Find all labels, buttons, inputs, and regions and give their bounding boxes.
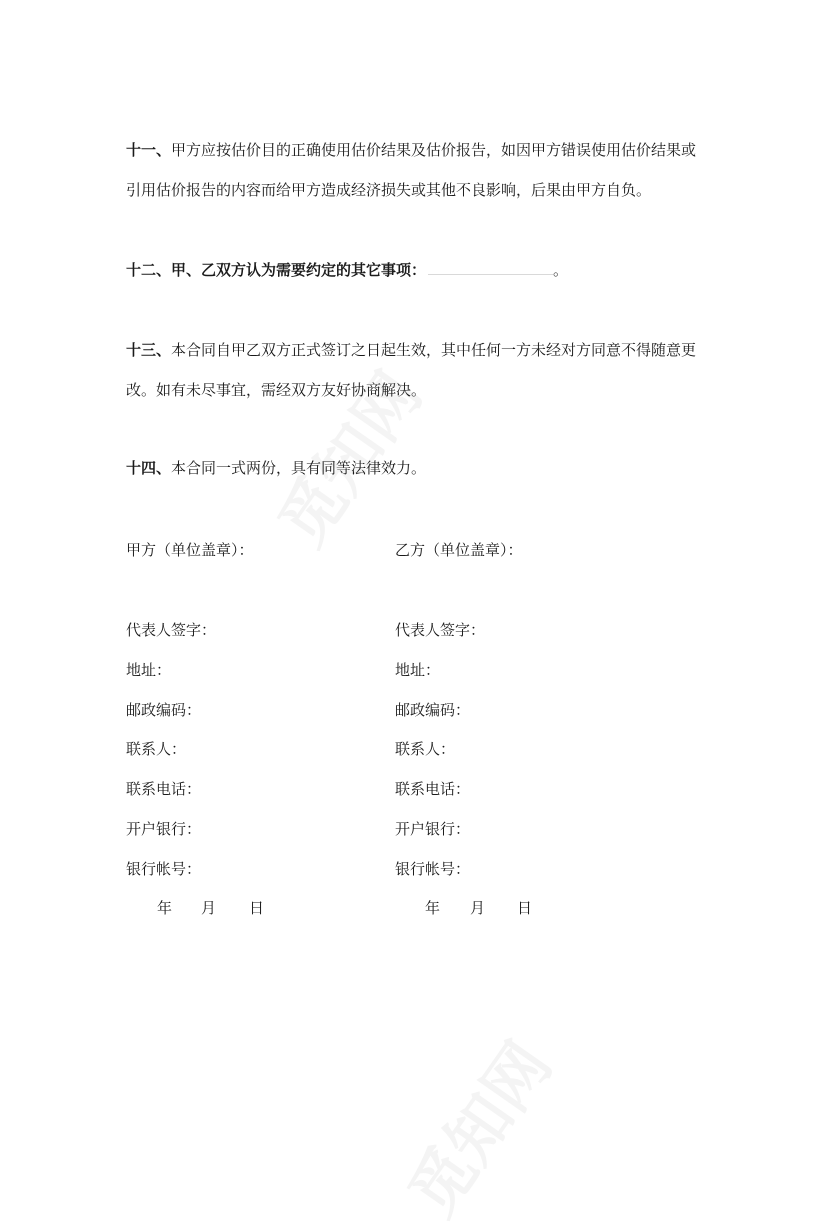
watermark <box>383 1021 568 1231</box>
party-a-postcode: 邮政编码： <box>126 701 202 719</box>
clause-text: 本合同一式两份，具有同等法律效力。 <box>171 459 427 477</box>
party-b-representative: 代表人签字： <box>395 621 486 639</box>
party-a-title: 甲方（单位盖章）： <box>126 541 254 559</box>
party-a-address: 地址： <box>126 661 172 679</box>
clause-14 <box>126 448 726 488</box>
party-b-bank: 开户银行： <box>395 820 471 838</box>
party-b-contact: 联系人： <box>395 740 456 758</box>
clause-11 <box>126 130 726 210</box>
party-b-address: 地址： <box>395 661 441 679</box>
party-b-date <box>425 897 532 918</box>
clause-text: 本合同自甲乙双方正式签订之日起生效，其中任何一方未经对方同意不得随意更 <box>171 341 697 359</box>
party-b-account: 银行帐号： <box>395 860 471 878</box>
party-b-title: 乙方（单位盖章）： <box>395 541 523 559</box>
clause-11-line-2: 引用估价报告的内容而给甲方造成经济损失或其他不良影响，后果由甲方自负。 <box>126 181 652 199</box>
date-year: 年 <box>425 899 441 917</box>
clause-13 <box>126 330 726 410</box>
party-a-account: 银行帐号： <box>126 860 202 878</box>
clause-text: 甲方应按估价目的正确使用估价结果及估价报告，如因甲方错误使用估价结果或 <box>171 141 697 159</box>
clause-number: 十三、 <box>126 341 172 359</box>
party-b-postcode: 邮政编码： <box>395 701 471 719</box>
clause-13-line-2: 改。如有未尽事宜，需经双方友好协商解决。 <box>126 381 427 399</box>
clause-number: 十四、 <box>126 459 172 477</box>
clause-12-text: 十二、甲、乙双方认为需要约定的其它事项： <box>126 261 427 279</box>
party-a-representative: 代表人签字： <box>126 621 217 639</box>
clause-12 <box>126 250 726 290</box>
clause-number: 十一、 <box>126 141 172 159</box>
date-year: 年 <box>157 899 173 917</box>
date-month: 月 <box>470 899 486 917</box>
date-month: 月 <box>201 899 217 917</box>
party-a-date <box>157 897 264 918</box>
clause-13-line-1 <box>126 330 726 370</box>
date-day: 日 <box>249 899 265 917</box>
party-a-contact: 联系人： <box>126 740 187 758</box>
clause-12-end: 。 <box>553 261 569 279</box>
date-day: 日 <box>517 899 533 917</box>
clause-11-line-1 <box>126 130 726 170</box>
party-a-phone: 联系电话： <box>126 780 202 798</box>
party-b-phone: 联系电话： <box>395 780 471 798</box>
fill-in-blank[interactable] <box>428 258 553 275</box>
party-a-bank: 开户银行： <box>126 820 202 838</box>
